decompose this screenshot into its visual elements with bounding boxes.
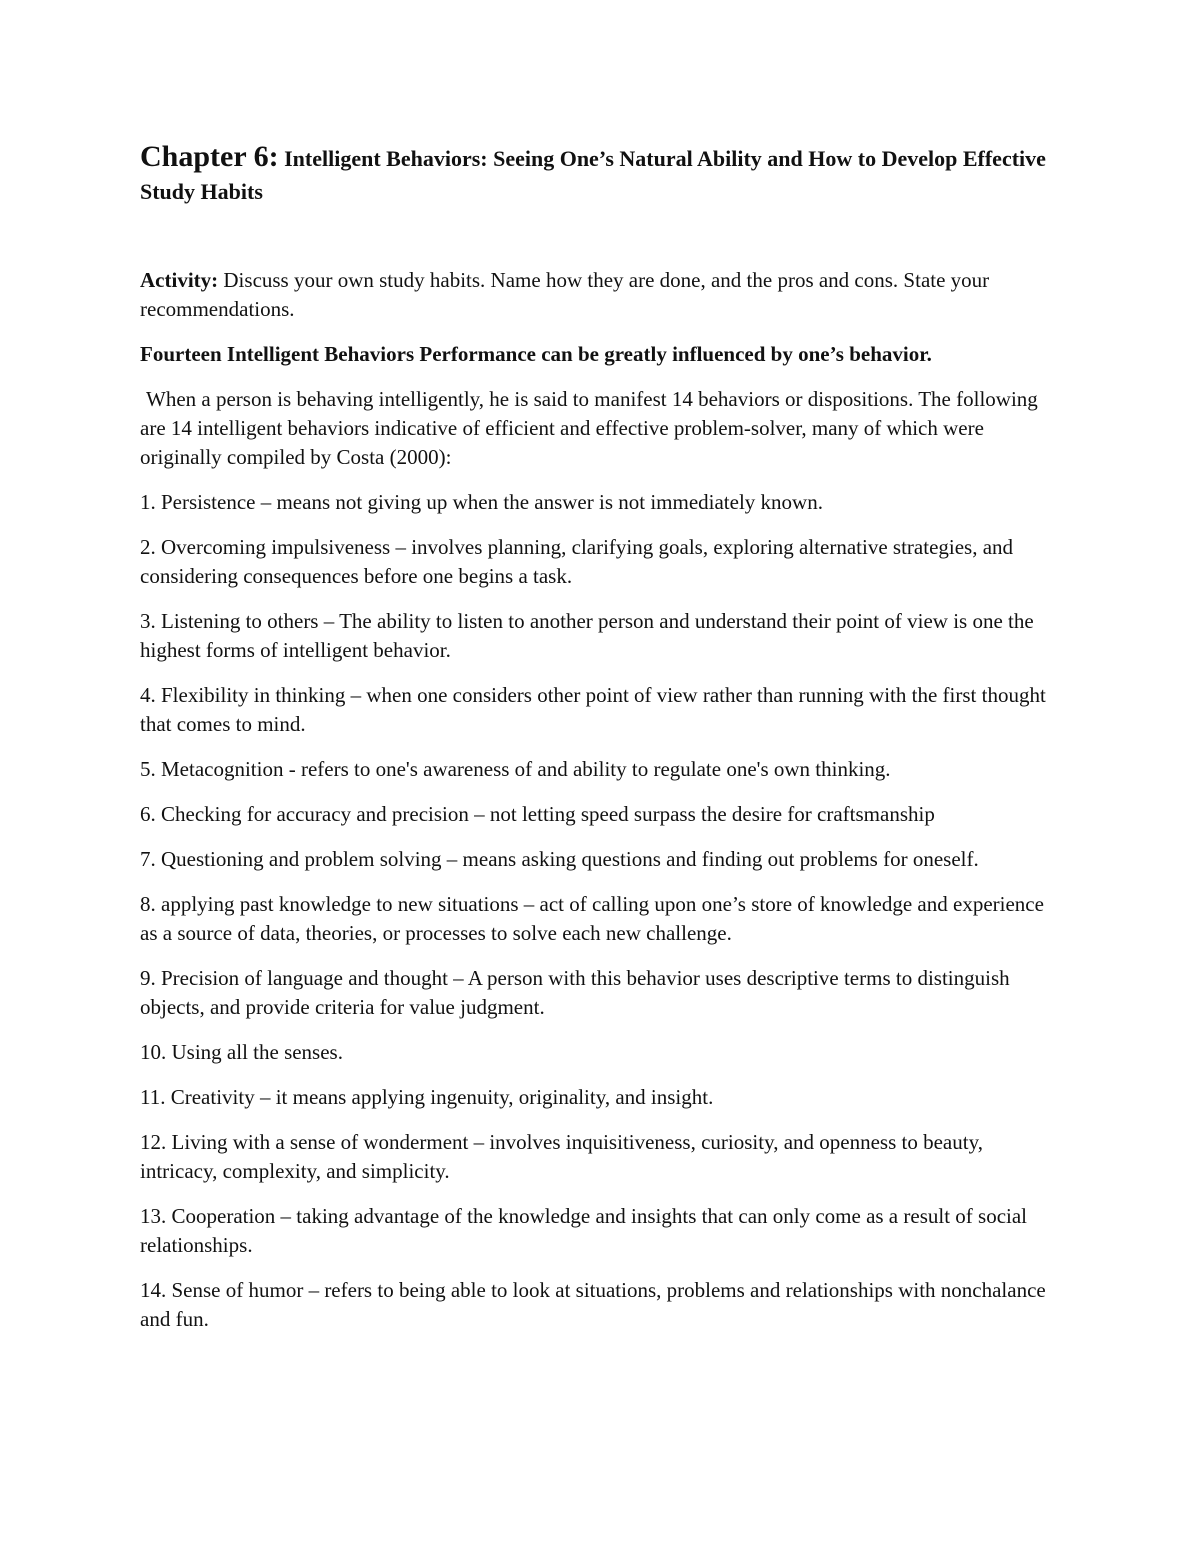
behavior-item-cooperation: 13. Cooperation – taking advantage of the knowledge and insights that can only come as a result of social relationships. <box>140 1204 1028 1257</box>
behavior-item-listening-to-others: 3. Listening to others – The ability to listen to another person and understand their point of view is one the highest forms of intelligent behavior. <box>140 609 1034 662</box>
behavior-item-checking-accuracy: 6. Checking for accuracy and precision – not letting speed surpass the desire for craftsmanship <box>140 802 935 826</box>
behavior-list <box>140 488 1065 1334</box>
behavior-item-flexibility-in-thinking: 4. Flexibility in thinking – when one considers other point of view rather than running with the first thought that comes to mind. <box>140 683 1046 736</box>
chapter-subtitle: Intelligent Behaviors: Seeing One’s Natural Ability and How to Develop Effective Study Habits <box>140 146 1046 204</box>
intro-paragraph: When a person is behaving intelligently, he is said to manifest 14 behaviors or dispositions. The following are 14 intelligent behaviors indicative of efficient and effective problem-solver, many of which were originally compiled by Costa (2000): <box>140 387 1038 469</box>
behavior-item-wonderment: 12. Living with a sense of wonderment – involves inquisitiveness, curiosity, and openness to beauty, intricacy, complexity, and simplicity. <box>140 1130 983 1183</box>
behavior-item-overcoming-impulsiveness: 2. Overcoming impulsiveness – involves planning, clarifying goals, exploring alternative strategies, and considering consequences before one begins a task. <box>140 535 1014 588</box>
behavior-item-persistence: 1. Persistence – means not giving up when the answer is not immediately known. <box>140 490 823 514</box>
document-page <box>140 140 1065 1334</box>
activity-text: Discuss your own study habits. Name how they are done, and the pros and cons. State your recommendations. <box>140 268 990 321</box>
behavior-item-applying-past-knowledge: 8. applying past knowledge to new situations – act of calling upon one’s store of knowledge and experience as a source of data, theories, or processes to solve each new challenge. <box>140 892 1044 945</box>
behavior-item-sense-of-humor: 14. Sense of humor – refers to being able to look at situations, problems and relationships with nonchalance and fun. <box>140 1278 1046 1331</box>
behavior-item-using-all-senses: 10. Using all the senses. <box>140 1040 343 1064</box>
section-heading: Fourteen Intelligent Behaviors Performance can be greatly influenced by one’s behavior. <box>140 342 932 366</box>
behavior-item-questioning: 7. Questioning and problem solving – means asking questions and finding out problems for oneself. <box>140 847 979 871</box>
activity-label: Activity: <box>140 268 219 292</box>
behavior-item-creativity: 11. Creativity – it means applying ingenuity, originality, and insight. <box>140 1085 714 1109</box>
chapter-label: Chapter 6: <box>140 140 279 173</box>
chapter-title <box>140 140 1065 208</box>
activity-paragraph <box>140 266 1065 324</box>
behavior-item-precision-of-language: 9. Precision of language and thought – A person with this behavior uses descriptive terms to distinguish objects, and provide criteria for value judgment. <box>140 966 1010 1019</box>
behavior-item-metacognition: 5. Metacognition - refers to one's awareness of and ability to regulate one's own thinking. <box>140 757 891 781</box>
